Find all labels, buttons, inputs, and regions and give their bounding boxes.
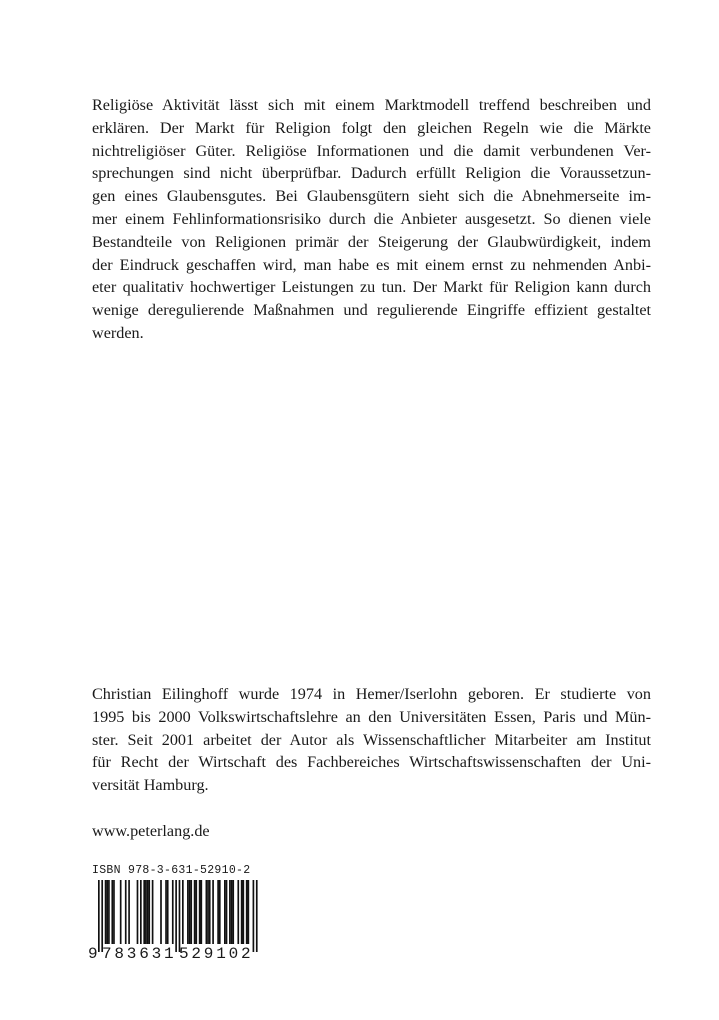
barcode-bar: [105, 880, 107, 944]
text-line: eter qualitativ hochwertiger Leistungen zu tun. Der Markt für Religion kann durch: [92, 278, 651, 297]
barcode-bar: [231, 880, 233, 944]
barcode-bar: [128, 880, 130, 944]
description-paragraph: [92, 94, 651, 345]
barcode-bar: [172, 880, 174, 944]
barcode-bar: [147, 880, 149, 944]
ean-right-group: 529102: [179, 945, 254, 963]
barcode-bar: [137, 880, 139, 944]
barcode-bar: [199, 880, 201, 944]
barcode-bar: [195, 880, 197, 944]
barcode-bar: [237, 880, 239, 944]
barcode-bar: [145, 880, 147, 944]
text-line: wenige deregulierende Maßnahmen und regulierende Eingriffe effizient gestaltet: [92, 301, 651, 320]
barcode-bar: [217, 880, 219, 944]
text-line: der Eindruck geschaffen wird, man habe es mit einem ernst zu nehmenden Anbi-: [92, 255, 651, 274]
barcode-bar: [206, 880, 208, 944]
barcode-bar: [140, 880, 142, 944]
barcode-bar: [101, 880, 103, 952]
barcode-bar: [256, 880, 258, 952]
text-line: Religiöse Aktivität lässt sich mit einem Marktmodell treffend beschreiben und: [92, 96, 651, 114]
barcode-bar: [229, 880, 231, 944]
barcode-bar: [108, 880, 110, 944]
barcode-bar: [232, 880, 234, 944]
barcode-bar: [120, 880, 122, 944]
barcode-bar: [242, 880, 244, 944]
barcode-bar: [113, 880, 115, 944]
text-line: sprechungen sind nicht überprüfbar. Dadurch erfüllt Religion die Voraussetzun-: [92, 164, 651, 183]
barcode-bar: [190, 880, 192, 944]
barcode-bar: [106, 880, 108, 944]
barcode-bar: [111, 880, 113, 944]
barcode-bar: [207, 880, 209, 944]
text-line: werden.: [92, 323, 144, 342]
barcode-bar: [143, 880, 145, 944]
barcode-bar: [209, 880, 211, 944]
text-line: versität Hamburg.: [92, 776, 209, 795]
isbn-label: ISBN 978-3-631-52910-2: [92, 864, 251, 877]
barcode-bar: [248, 880, 250, 944]
author-bio-paragraph: [92, 683, 651, 797]
barcode-bar: [253, 880, 255, 952]
barcode-bars: [88, 880, 264, 954]
text-line: mer einem Fehlinformationsrisiko durch die Anbieter ausgesetzt. So dienen viele: [92, 209, 651, 228]
text-line: Christian Eilinghoff wurde 1974 in Hemer/Iserlohn geboren. Er studierte von: [92, 685, 651, 703]
barcode-bar: [212, 880, 214, 944]
barcode-bar: [125, 880, 127, 944]
barcode-bar: [200, 880, 202, 944]
ean-first-digit: 9: [88, 945, 98, 963]
text-line: ster. Seit 2001 arbeitet der Autor als Wissenschaftlicher Mitarbeiter am Institut: [92, 730, 651, 749]
barcode-bar: [182, 880, 184, 944]
barcode-bar: [246, 880, 248, 944]
barcode-bar: [98, 880, 100, 952]
barcode-bar: [175, 880, 177, 952]
barcode-bar: [148, 880, 150, 944]
publisher-website: www.peterlang.de: [92, 822, 210, 840]
text-line: für Recht der Wirtschaft des Fachbereiches Wirtschaftswissenschaften der Uni-: [92, 753, 651, 772]
barcode-bar: [152, 880, 154, 944]
barcode-bar: [241, 880, 243, 944]
text-line: erklären. Der Markt für Religion folgt den gleichen Regeln wie die Märkte: [92, 118, 651, 137]
barcode-bar: [224, 880, 226, 944]
barcode-bar: [167, 880, 169, 944]
barcode-bar: [189, 880, 191, 944]
barcode-bar: [165, 880, 167, 944]
text-line: 1995 bis 2000 Volkswirtschaftslehre an den Universitäten Essen, Paris und Mün-: [92, 707, 651, 726]
barcode-bar: [187, 880, 189, 944]
barcode-bar: [219, 880, 221, 944]
barcode-bar: [160, 880, 162, 944]
text-line: gen eines Glaubensgutes. Bei Glaubensgütern sieht sich die Abnehmerseite im-: [92, 187, 651, 206]
ean-digits: [88, 944, 264, 968]
barcode-bar: [179, 880, 181, 952]
barcode-bar: [226, 880, 228, 944]
text-line: nichtreligiöser Güter. Religiöse Informationen und die damit verbundenen Ver-: [92, 141, 651, 160]
text-line: Bestandteile von Religionen primär der Steigerung der Glaubwürdigkeit, indem: [92, 232, 651, 251]
barcode-bar: [194, 880, 196, 944]
ean-left-group: 783631: [102, 945, 177, 963]
